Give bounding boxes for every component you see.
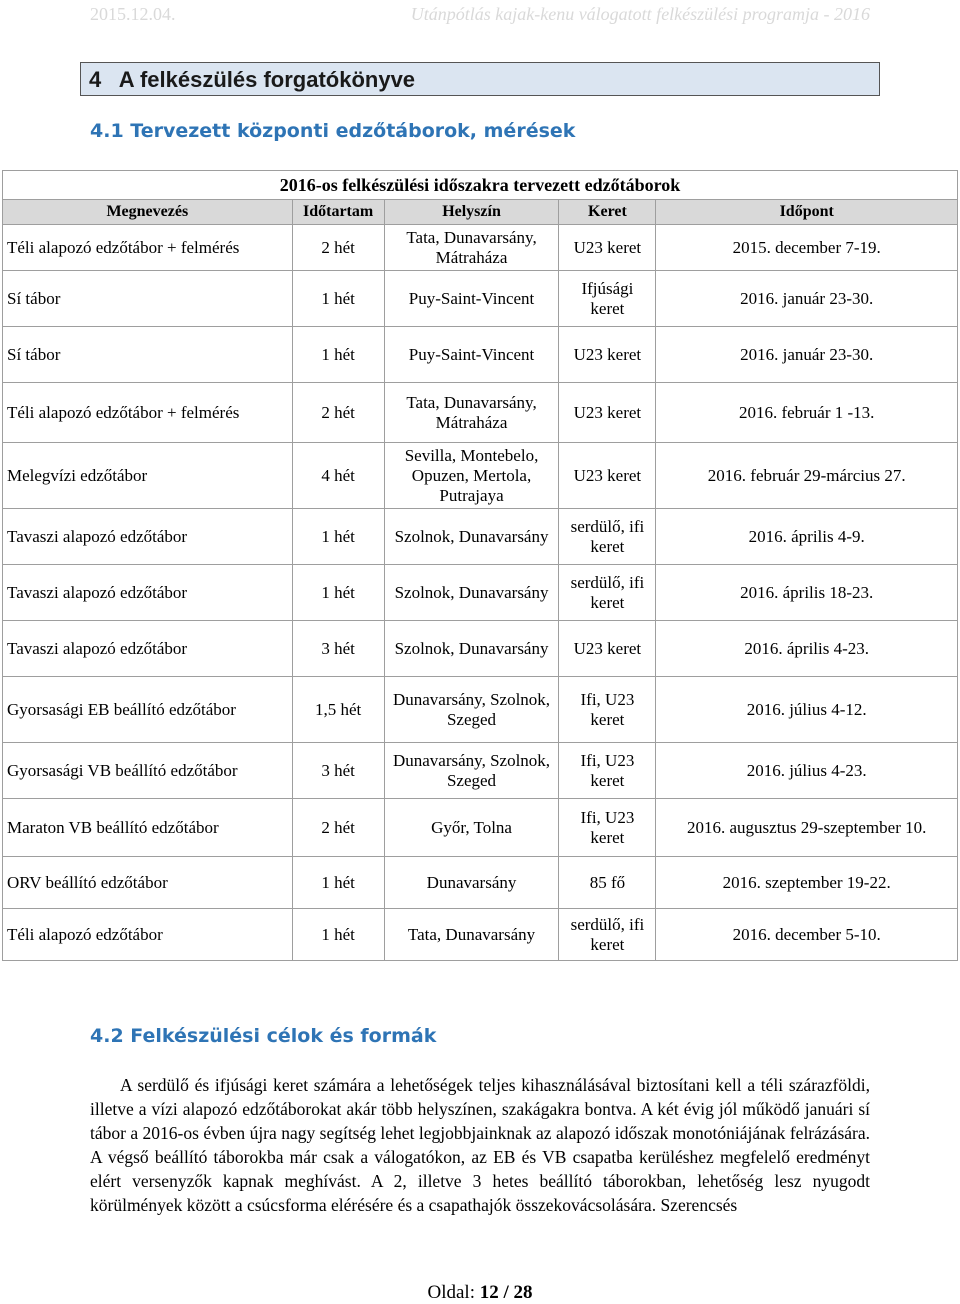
- cell-date: 2016. január 23-30.: [656, 327, 958, 383]
- cell-place: Szolnok, Dunavarsány: [384, 621, 559, 677]
- cell-duration: 1 hét: [292, 565, 384, 621]
- table-header-row: [3, 200, 958, 225]
- cell-name: Téli alapozó edzőtábor + felmérés: [3, 383, 293, 443]
- cell-date: 2016. szeptember 19-22.: [656, 857, 958, 909]
- cell-duration: 4 hét: [292, 443, 384, 509]
- cell-place: Puy-Saint-Vincent: [384, 271, 559, 327]
- cell-name: ORV beállító edzőtábor: [3, 857, 293, 909]
- page-header: [0, 4, 960, 28]
- header-date: 2015.12.04.: [90, 4, 176, 24]
- table-row: [3, 225, 958, 271]
- cell-duration: 3 hét: [292, 621, 384, 677]
- paragraph-text: A serdülő és ifjúsági keret számára a lehetőségek teljes kihasználásával biztosítani kell a téli szárazföldi, illetve a vízi alapozó edzőtáborokat akár több helyszínen, szakágakra bontva. A két évig jól működő januári sí tábor a 2016-os évben újra nagy segítség lehet legjobbjainknak az alapozó időszak monotóniájának felrázására. A végső beállító táborokba már csak a válogatókon, az EB és VB csapatba kerüléshez megfelelő eredményt elért versenyzők kapnak meghívást. A 2, illetve 3 hetes beállító táborokban, lehetőség lesz nyugodt körülmények között a csúcsforma elérésére és a csapathajók összekovácsolására. Szerencsés: [90, 1075, 870, 1215]
- column-header: Időtartam: [292, 200, 384, 225]
- footer-separator: /: [498, 1282, 514, 1303]
- column-header: Helyszín: [384, 200, 559, 225]
- cell-date: 2016. július 4-23.: [656, 743, 958, 799]
- table-row: [3, 443, 958, 509]
- cell-place: Tata, Dunavarsány: [384, 909, 559, 961]
- cell-duration: 1 hét: [292, 327, 384, 383]
- table-row: [3, 509, 958, 565]
- cell-date: 2016. január 23-30.: [656, 271, 958, 327]
- cell-group: serdülő, ifi keret: [559, 909, 656, 961]
- cell-place: Szolnok, Dunavarsány: [384, 565, 559, 621]
- cell-place: Dunavarsány: [384, 857, 559, 909]
- training-camp-table: [2, 170, 958, 961]
- cell-duration: 2 hét: [292, 799, 384, 857]
- cell-date: 2016. április 4-9.: [656, 509, 958, 565]
- cell-group: U23 keret: [559, 621, 656, 677]
- cell-date: 2016. augusztus 29-szeptember 10.: [656, 799, 958, 857]
- table-row: [3, 677, 958, 743]
- chapter-heading-box: [80, 62, 880, 96]
- cell-duration: 1,5 hét: [292, 677, 384, 743]
- table-row: [3, 621, 958, 677]
- cell-group: serdülő, ifi keret: [559, 565, 656, 621]
- cell-place: Tata, Dunavarsány, Mátraháza: [384, 225, 559, 271]
- cell-group: serdülő, ifi keret: [559, 509, 656, 565]
- cell-duration: 2 hét: [292, 225, 384, 271]
- cell-date: 2016. április 4-23.: [656, 621, 958, 677]
- cell-place: Győr, Tolna: [384, 799, 559, 857]
- footer-current-page: 12: [479, 1282, 499, 1303]
- cell-duration: 1 hét: [292, 857, 384, 909]
- table-row: [3, 565, 958, 621]
- column-header: Időpont: [656, 200, 958, 225]
- cell-duration: 1 hét: [292, 509, 384, 565]
- cell-date: 2016. július 4-12.: [656, 677, 958, 743]
- cell-place: Sevilla, Montebelo, Opuzen, Mertola, Putrajaya: [384, 443, 559, 509]
- cell-duration: 1 hét: [292, 909, 384, 961]
- cell-date: 2016. február 29-március 27.: [656, 443, 958, 509]
- cell-duration: 2 hét: [292, 383, 384, 443]
- table-caption: 2016-os felkészülési időszakra tervezett edzőtáborok: [3, 171, 958, 200]
- chapter-title: 4 A felkészülés forgatókönyve: [89, 67, 416, 92]
- cell-name: Téli alapozó edzőtábor: [3, 909, 293, 961]
- page-footer: [0, 1282, 960, 1304]
- cell-place: Dunavarsány, Szolnok, Szeged: [384, 743, 559, 799]
- cell-name: Téli alapozó edzőtábor + felmérés: [3, 225, 293, 271]
- cell-group: U23 keret: [559, 383, 656, 443]
- cell-place: Tata, Dunavarsány, Mátraháza: [384, 383, 559, 443]
- table-row: [3, 271, 958, 327]
- cell-place: Dunavarsány, Szolnok, Szeged: [384, 677, 559, 743]
- cell-group: Ifi, U23 keret: [559, 743, 656, 799]
- cell-place: Puy-Saint-Vincent: [384, 327, 559, 383]
- cell-date: 2016. április 18-23.: [656, 565, 958, 621]
- footer-label: Oldal:: [427, 1282, 475, 1303]
- table-row: [3, 909, 958, 961]
- cell-duration: 3 hét: [292, 743, 384, 799]
- body-paragraph: [90, 1073, 870, 1217]
- cell-group: 85 fő: [559, 857, 656, 909]
- cell-group: Ifjúsági keret: [559, 271, 656, 327]
- cell-group: U23 keret: [559, 225, 656, 271]
- cell-name: Maraton VB beállító edzőtábor: [3, 799, 293, 857]
- header-title: Utánpótlás kajak-kenu válogatott felkészülési programja - 2016: [410, 4, 870, 24]
- cell-name: Tavaszi alapozó edzőtábor: [3, 565, 293, 621]
- table-row: [3, 327, 958, 383]
- cell-name: Gyorsasági VB beállító edzőtábor: [3, 743, 293, 799]
- cell-duration: 1 hét: [292, 271, 384, 327]
- cell-name: Sí tábor: [3, 271, 293, 327]
- section-title-4-2: 4.2 Felkészülési célok és formák: [90, 1025, 437, 1047]
- cell-group: Ifi, U23 keret: [559, 799, 656, 857]
- cell-place: Szolnok, Dunavarsány: [384, 509, 559, 565]
- table-row: [3, 857, 958, 909]
- cell-name: Tavaszi alapozó edzőtábor: [3, 509, 293, 565]
- footer-total-pages: 28: [513, 1282, 533, 1303]
- cell-date: 2016. december 5-10.: [656, 909, 958, 961]
- cell-group: Ifi, U23 keret: [559, 677, 656, 743]
- cell-group: U23 keret: [559, 327, 656, 383]
- column-header: Keret: [559, 200, 656, 225]
- cell-name: Sí tábor: [3, 327, 293, 383]
- cell-date: 2016. február 1 -13.: [656, 383, 958, 443]
- cell-name: Tavaszi alapozó edzőtábor: [3, 621, 293, 677]
- cell-name: Melegvízi edzőtábor: [3, 443, 293, 509]
- column-header: Megnevezés: [3, 200, 293, 225]
- section-title-4-1: 4.1 Tervezett központi edzőtáborok, mérések: [90, 120, 576, 142]
- cell-date: 2015. december 7-19.: [656, 225, 958, 271]
- table-row: [3, 743, 958, 799]
- cell-group: U23 keret: [559, 443, 656, 509]
- table-row: [3, 799, 958, 857]
- cell-name: Gyorsasági EB beállító edzőtábor: [3, 677, 293, 743]
- table-row: [3, 383, 958, 443]
